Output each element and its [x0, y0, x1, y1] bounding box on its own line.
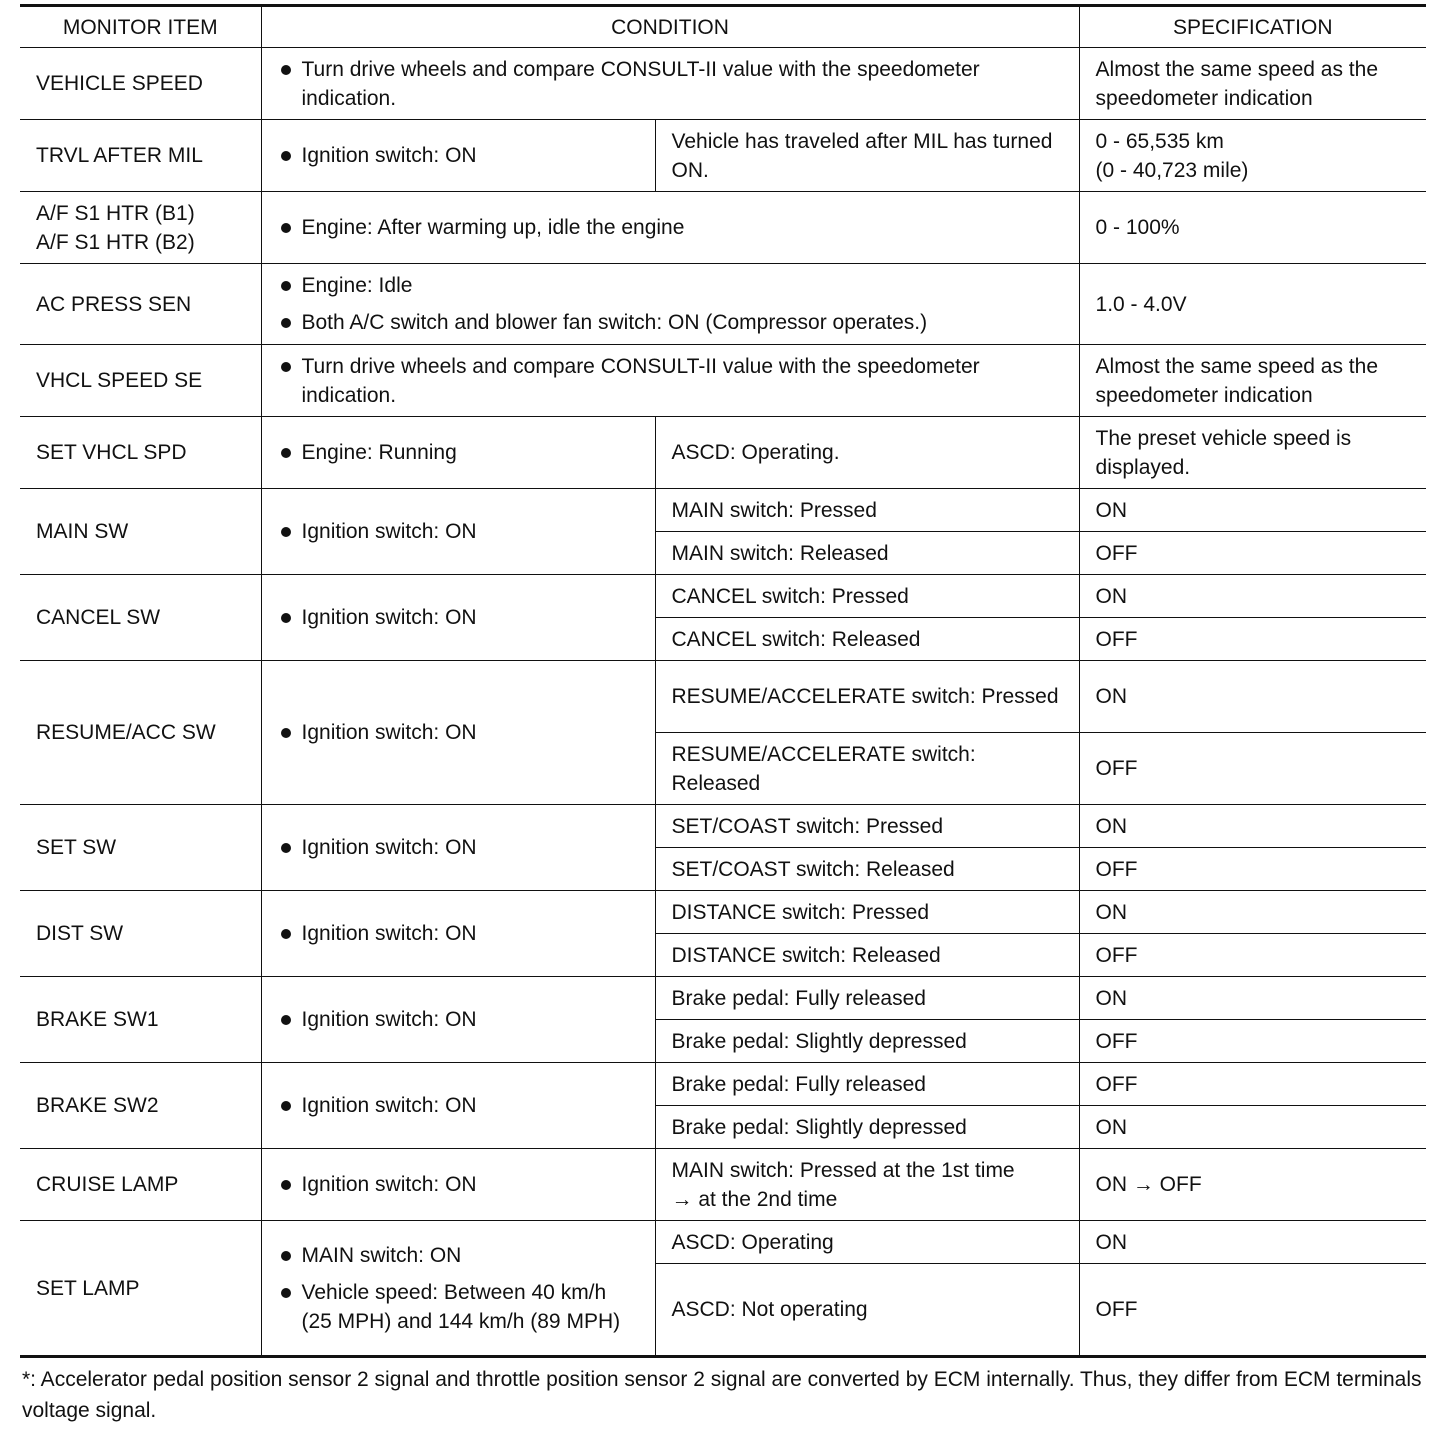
- table-row: [20, 417, 1426, 489]
- spec-cell: ON: [1079, 489, 1426, 532]
- spec-line: (0 - 40,723 mile): [1095, 158, 1249, 182]
- condition-cell: [261, 661, 655, 805]
- bullet-text: MAIN switch: ON: [278, 1241, 639, 1270]
- item-cell: SET LAMP: [20, 1221, 261, 1357]
- item-cell: CANCEL SW: [20, 575, 261, 661]
- item-cell: AC PRESS SEN: [20, 264, 261, 345]
- spec-cell: ON: [1079, 1106, 1426, 1149]
- detail-cell: RESUME/ACCELERATE switch: Pressed: [655, 661, 1079, 733]
- table-row: [20, 192, 1426, 264]
- table-row: [20, 575, 1426, 618]
- spec-cell: ON: [1079, 575, 1426, 618]
- spec-cell: ON: [1079, 891, 1426, 934]
- spec-cell: OFF: [1079, 1264, 1426, 1357]
- spec-cell: OFF: [1079, 618, 1426, 661]
- detail-cell: ASCD: Operating: [655, 1221, 1079, 1264]
- item-line: A/F S1 HTR (B2): [36, 230, 195, 254]
- bullet-text: Turn drive wheels and compare CONSULT-II value with the speedometer indication.: [278, 352, 1063, 410]
- bullet-text: Engine: Running: [278, 438, 639, 467]
- bullet-text: Engine: Idle: [278, 271, 1063, 300]
- item-cell: RESUME/ACC SW: [20, 661, 261, 805]
- bullet-text: Ignition switch: ON: [278, 141, 639, 170]
- detail-cell: Brake pedal: Fully released: [655, 977, 1079, 1020]
- table-row: [20, 489, 1426, 532]
- table-row: [20, 661, 1426, 733]
- bullet-text: Ignition switch: ON: [278, 718, 639, 747]
- item-cell: BRAKE SW2: [20, 1063, 261, 1149]
- detail-cell: DISTANCE switch: Pressed: [655, 891, 1079, 934]
- bullet-text: Turn drive wheels and compare CONSULT-II value with the speedometer indication.: [278, 55, 1063, 113]
- spec-cell: ON: [1079, 661, 1426, 733]
- table-row: [20, 264, 1426, 345]
- table-row: [20, 48, 1426, 120]
- condition-cell: [261, 417, 655, 489]
- item-cell: SET SW: [20, 805, 261, 891]
- item-cell: TRVL AFTER MIL: [20, 120, 261, 192]
- bullet-text: Ignition switch: ON: [278, 603, 639, 632]
- condition-cell: [261, 489, 655, 575]
- bullet-text: Ignition switch: ON: [278, 1091, 639, 1120]
- condition-cell: [261, 264, 1079, 345]
- detail-cell: [655, 1149, 1079, 1221]
- footnote: *: Accelerator pedal position sensor 2 signal and throttle position sensor 2 signal are converted by ECM internally. Thus, they differ from ECM terminals voltage signal.: [22, 1368, 1422, 1422]
- spec-cell: ON: [1079, 1221, 1426, 1264]
- table-row: [20, 1149, 1426, 1221]
- item-cell: CRUISE LAMP: [20, 1149, 261, 1221]
- item-cell: [20, 192, 261, 264]
- bullet-text: Engine: After warming up, idle the engine: [278, 213, 1063, 242]
- detail-cell: MAIN switch: Pressed: [655, 489, 1079, 532]
- bullet-text: Ignition switch: ON: [278, 833, 639, 862]
- detail-cell: CANCEL switch: Released: [655, 618, 1079, 661]
- header-monitor-item: MONITOR ITEM: [20, 6, 261, 48]
- condition-cell: [261, 977, 655, 1063]
- item-line: A/F S1 HTR (B1): [36, 201, 195, 225]
- item-cell: DIST SW: [20, 891, 261, 977]
- condition-cell: [261, 1149, 655, 1221]
- detail-cell: Vehicle has traveled after MIL has turned ON.: [655, 120, 1079, 192]
- monitor-spec-table: [20, 4, 1426, 1358]
- detail-cell: MAIN switch: Released: [655, 532, 1079, 575]
- bullet-text: Both A/C switch and blower fan switch: ON (Compressor operates.): [278, 308, 1063, 337]
- spec-cell: OFF: [1079, 1020, 1426, 1063]
- condition-cell: [261, 1221, 655, 1357]
- item-cell: MAIN SW: [20, 489, 261, 575]
- bullet-text: Vehicle speed: Between 40 km/h (25 MPH) and 144 km/h (89 MPH): [278, 1278, 639, 1336]
- bullet-text: Ignition switch: ON: [278, 1170, 639, 1199]
- detail-cell: ASCD: Operating.: [655, 417, 1079, 489]
- spec-cell: Almost the same speed as the speedometer indication: [1079, 345, 1426, 417]
- detail-cell: ASCD: Not operating: [655, 1264, 1079, 1357]
- detail-cell: DISTANCE switch: Released: [655, 934, 1079, 977]
- spec-cell: OFF: [1079, 934, 1426, 977]
- condition-cell: [261, 891, 655, 977]
- item-cell: SET VHCL SPD: [20, 417, 261, 489]
- spec-cell: OFF: [1079, 848, 1426, 891]
- detail-cell: RESUME/ACCELERATE switch: Released: [655, 733, 1079, 805]
- detail-cell: Brake pedal: Fully released: [655, 1063, 1079, 1106]
- table-row: [20, 1221, 1426, 1264]
- table-row: [20, 805, 1426, 848]
- spec-cell: ON: [1079, 805, 1426, 848]
- condition-cell: [261, 345, 1079, 417]
- condition-cell: [261, 805, 655, 891]
- condition-cell: [261, 120, 655, 192]
- bullet-text: Ignition switch: ON: [278, 517, 639, 546]
- detail-cell: SET/COAST switch: Released: [655, 848, 1079, 891]
- bullet-text: Ignition switch: ON: [278, 1005, 639, 1034]
- item-cell: BRAKE SW1: [20, 977, 261, 1063]
- spec-cell: OFF: [1079, 733, 1426, 805]
- spec-line: 0 - 65,535 km: [1095, 129, 1224, 153]
- item-cell: VHCL SPEED SE: [20, 345, 261, 417]
- table-header-row: [20, 6, 1426, 48]
- detail-line: → at the 2nd time: [671, 1187, 838, 1211]
- spec-cell: OFF: [1079, 1063, 1426, 1106]
- condition-cell: [261, 48, 1079, 120]
- table-row: [20, 120, 1426, 192]
- spec-cell: OFF: [1079, 532, 1426, 575]
- condition-cell: [261, 192, 1079, 264]
- condition-cell: [261, 575, 655, 661]
- condition-cell: [261, 1063, 655, 1149]
- table-row: [20, 977, 1426, 1020]
- spec-cell: Almost the same speed as the speedometer indication: [1079, 48, 1426, 120]
- item-cell: VEHICLE SPEED: [20, 48, 261, 120]
- table-row: [20, 1063, 1426, 1106]
- spec-cell: [1079, 120, 1426, 192]
- header-condition: CONDITION: [261, 6, 1079, 48]
- header-specification: SPECIFICATION: [1079, 6, 1426, 48]
- detail-cell: CANCEL switch: Pressed: [655, 575, 1079, 618]
- table-row: [20, 891, 1426, 934]
- detail-cell: SET/COAST switch: Pressed: [655, 805, 1079, 848]
- spec-cell: The preset vehicle speed is displayed.: [1079, 417, 1426, 489]
- table-row: [20, 345, 1426, 417]
- detail-cell: Brake pedal: Slightly depressed: [655, 1020, 1079, 1063]
- spec-cell: 0 - 100%: [1079, 192, 1426, 264]
- spec-cell: 1.0 - 4.0V: [1079, 264, 1426, 345]
- detail-cell: Brake pedal: Slightly depressed: [655, 1106, 1079, 1149]
- detail-line: MAIN switch: Pressed at the 1st time: [671, 1158, 1015, 1182]
- spec-cell: ON → OFF: [1079, 1149, 1426, 1221]
- bullet-text: Ignition switch: ON: [278, 919, 639, 948]
- spec-cell: ON: [1079, 977, 1426, 1020]
